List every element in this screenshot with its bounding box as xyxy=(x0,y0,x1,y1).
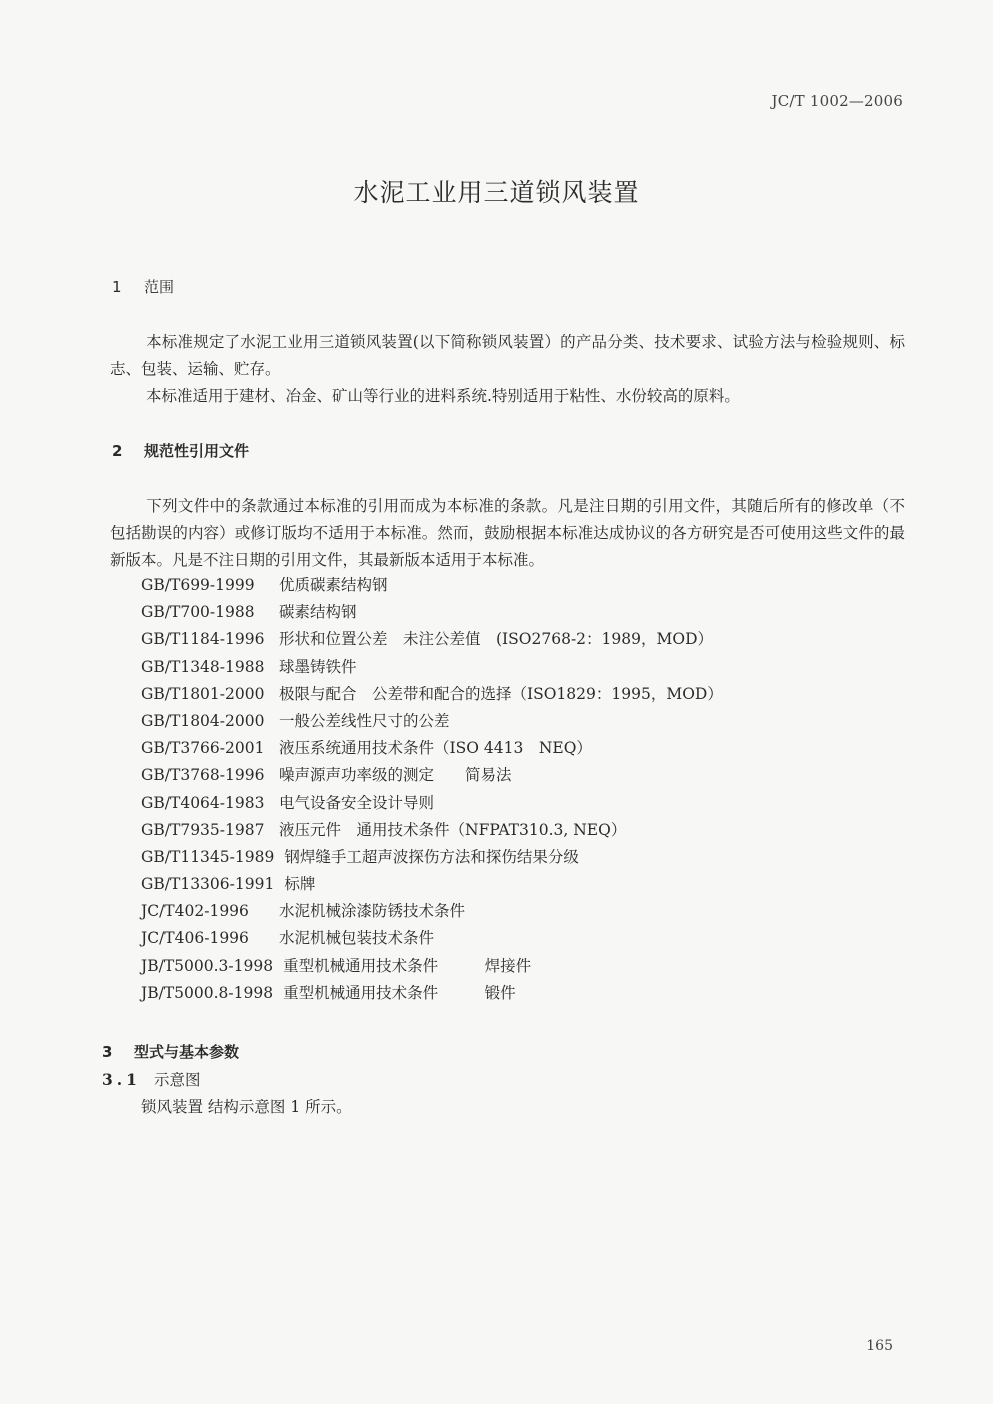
section-3-heading xyxy=(102,1041,239,1062)
ref-title: 标牌 xyxy=(284,875,316,894)
ref-title: 形状和位置公差 未注公差值 (ISO2768-2：1989，MOD） xyxy=(279,630,713,649)
ref-title: 一般公差线性尺寸的公差 xyxy=(279,711,450,730)
ref-code: JC/T402-1996 xyxy=(141,902,249,921)
ref-code: GB/T11345-1989 xyxy=(141,847,275,866)
list-item xyxy=(141,708,921,735)
section-2-intro: 下列文件中的条款通过本标准的引用而成为本标准的条款。凡是注日期的引用文件，其随后所有的修改单（不包括勘误的内容）或修订版均不适用于本标准。然而，鼓励根据本标准达成协议的各方研究是否可使用这些文件的最新版本。凡是不注日期的引用文件，其最新版本适用于本标准。 xyxy=(110,497,905,569)
section-title: 规范性引用文件 xyxy=(144,442,250,460)
section-number: 3 xyxy=(102,1043,113,1061)
section-title: 范围 xyxy=(144,278,175,296)
list-item xyxy=(141,762,921,789)
ref-code: GB/T700-1988 xyxy=(141,603,255,622)
list-item xyxy=(141,817,921,844)
ref-code: JC/T406-1996 xyxy=(141,929,249,948)
ref-title: 重型机械通用技术条件 焊接件 xyxy=(283,956,532,975)
list-item xyxy=(141,654,921,681)
ref-title: 极限与配合 公差带和配合的选择（ISO1829：1995，MOD） xyxy=(279,684,723,703)
list-item xyxy=(141,925,921,952)
ref-title: 水泥机械包装技术条件 xyxy=(279,929,435,948)
section-1-paragraph-1: 本标准规定了水泥工业用三道锁风装置(以下简称锁风装置）的产品分类、技术要求、试验方法与检验规则、标志、包装、运输、贮存。 xyxy=(110,333,905,378)
subsection-title: 示意图 xyxy=(154,1071,201,1089)
section-number: 2 xyxy=(112,442,123,460)
ref-code: JB/T5000.3-1998 xyxy=(141,956,274,975)
ref-title: 碳素结构钢 xyxy=(279,603,357,622)
subsection-3-1-body: 锁风装置 结构示意图 1 所示。 xyxy=(141,1098,352,1116)
section-title: 型式与基本参数 xyxy=(134,1043,240,1061)
ref-title: 球墨铸铁件 xyxy=(279,657,357,676)
ref-code: GB/T699-1999 xyxy=(141,576,255,594)
ref-code: GB/T7935-1987 xyxy=(141,820,265,839)
ref-title: 液压元件 通用技术条件（NFPAT310.3, NEQ） xyxy=(279,820,627,839)
list-item xyxy=(141,626,921,653)
subsection-3-1-heading xyxy=(102,1068,201,1090)
list-item xyxy=(141,898,921,925)
page-title: 水泥工业用三道锁风装置 xyxy=(353,178,640,207)
list-item xyxy=(141,790,921,817)
list-item xyxy=(141,953,921,980)
doc-code: JC/T 1002—2006 xyxy=(771,92,903,110)
section-number: 1 xyxy=(112,278,122,296)
ref-title: 噪声源声功率级的测定 简易法 xyxy=(279,766,512,785)
section-1-paragraph-2: 本标准适用于建材、冶金、矿山等行业的进料系统.特别适用于粘性、水份较高的原料。 xyxy=(146,387,740,405)
list-item xyxy=(141,844,921,871)
section-2-heading xyxy=(112,440,249,461)
ref-code: GB/T1801-2000 xyxy=(141,684,265,703)
list-item xyxy=(141,735,921,762)
ref-code: GB/T1348-1988 xyxy=(141,657,265,676)
ref-title: 钢焊缝手工超声波探伤方法和探伤结果分级 xyxy=(284,847,579,866)
list-item xyxy=(141,871,921,898)
ref-title: 水泥机械涂漆防锈技术条件 xyxy=(279,902,466,921)
reference-list xyxy=(141,572,921,1007)
page-number: 165 xyxy=(866,1338,893,1354)
section-1-heading xyxy=(112,276,174,297)
ref-code: GB/T3768-1996 xyxy=(141,766,265,785)
ref-title: 优质碳素结构钢 xyxy=(279,576,388,594)
ref-title: 电气设备安全设计导则 xyxy=(279,793,435,812)
ref-code: GB/T1184-1996 xyxy=(141,630,265,649)
ref-code: GB/T1804-2000 xyxy=(141,711,265,730)
ref-code: GB/T3766-2001 xyxy=(141,739,265,758)
ref-title: 液压系统通用技术条件（ISO 4413 NEQ） xyxy=(279,739,592,758)
subsection-number: 3.1 xyxy=(102,1070,141,1089)
list-item xyxy=(141,572,921,599)
list-item xyxy=(141,681,921,708)
list-item xyxy=(141,980,921,1007)
ref-code: GB/T4064-1983 xyxy=(141,793,265,812)
ref-title: 重型机械通用技术条件 锻件 xyxy=(283,983,516,1002)
list-item xyxy=(141,599,921,626)
ref-code: JB/T5000.8-1998 xyxy=(141,983,274,1002)
ref-code: GB/T13306-1991 xyxy=(141,875,275,894)
